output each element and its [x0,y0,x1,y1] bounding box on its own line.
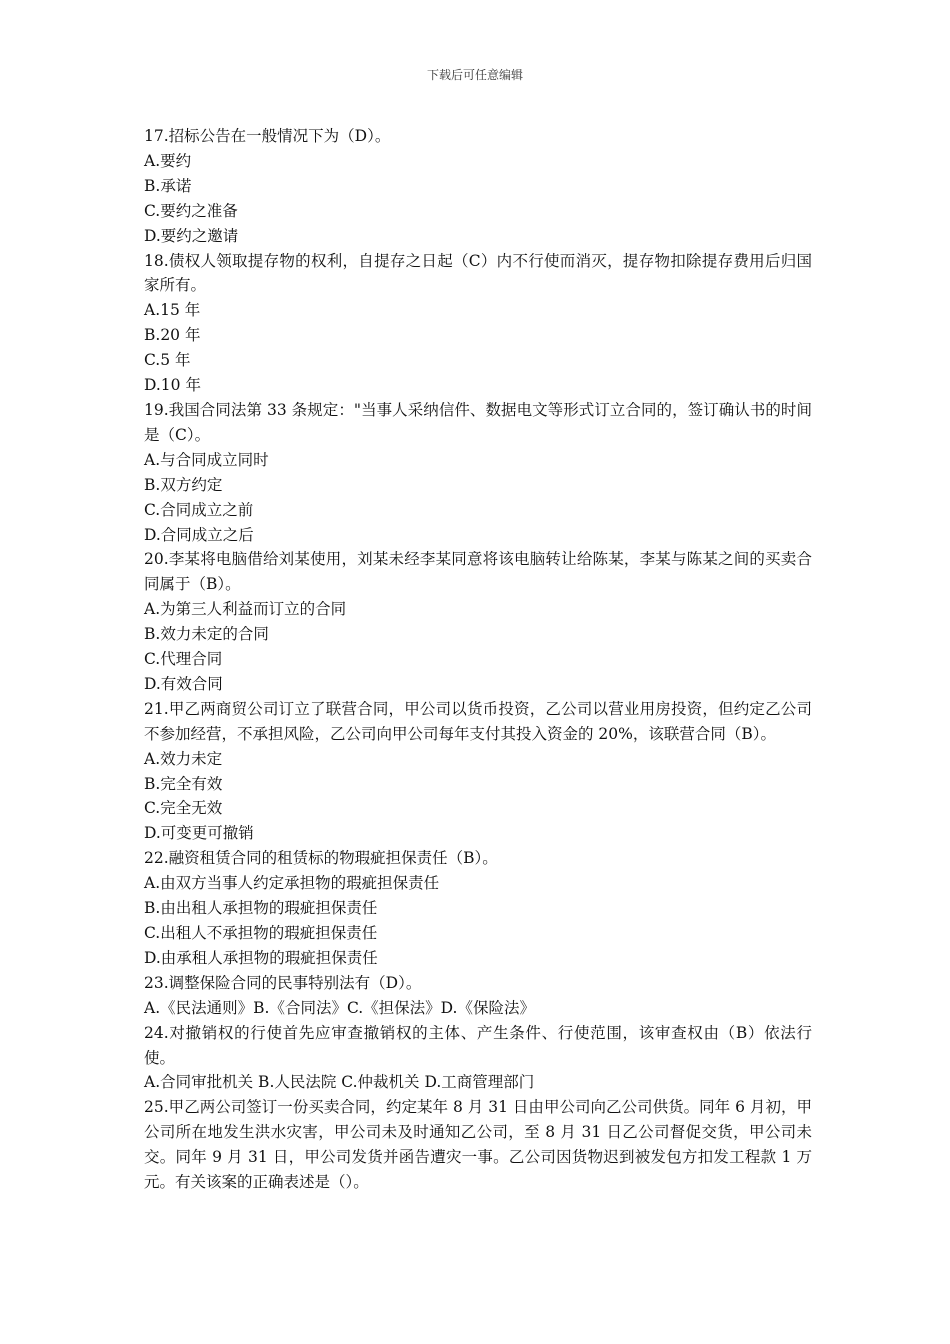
option-c: C.代理合同 [144,650,223,669]
option-b: B.由出租人承担物的瑕疵担保责任 [144,899,378,918]
option-d: D.有效合同 [144,674,223,693]
option-b: B.双方约定 [144,475,223,494]
option-d: D.要约之邀请 [144,226,239,245]
option-c: C.合同成立之前 [144,500,254,519]
option-a: A.为第三人利益而订立的合同 [144,600,347,619]
option-c: C.完全无效 [144,799,223,818]
question-23: 23.调整保险合同的民事特别法有（D）。 [144,973,422,992]
page-header-note: 下载后可任意编辑 [426,68,523,82]
question-24: 24.对撤销权的行使首先应审查撤销权的主体、产生条件、行使范围，该审查权由（B）依法行使。 [144,1023,812,1067]
option-a: A.要约 [144,151,192,170]
option-c: C.5 年 [144,351,191,370]
option-a: A.效力未定 [144,749,223,768]
question-22: 22.融资租赁合同的租赁标的物瑕疵担保责任（B）。 [144,849,498,868]
question-17: 17.招标公告在一般情况下为（D）。 [144,127,391,145]
option-b: B.完全有效 [144,774,223,793]
document-body [144,124,812,1195]
option-a: A.15 年 [144,301,201,320]
option-b: B.效力未定的合同 [144,625,269,644]
option-d: D.由承租人承担物的瑕疵担保责任 [144,948,378,967]
option-b: B.承诺 [144,176,192,195]
question-20: 20.李某将电脑借给刘某使用，刘某未经李某同意将该电脑转让给陈某，李某与陈某之间的买卖合同属于（B）。 [144,550,812,594]
question-25: 25.甲乙两公司签订一份买卖合同，约定某年 8 月 31 日由甲公司向乙公司供货。同年 6 月初，甲公司所在地发生洪水灾害，甲公司未及时通知乙公司，至 8 月 31 日乙公司督促交货，甲公司未交。同年 9 月 31 日，甲公司发货并函告遭灾一事。乙公司因货物迟到被发包方扣发工程款 1 万元。有关该案的正确表述是（）。 [144,1098,812,1192]
option-c: C.出租人不承担物的瑕疵担保责任 [144,924,378,942]
options-inline: A.合同审批机关 B.人民法院 C.仲裁机关 D.工商管理部门 [144,1073,535,1092]
question-18: 18.债权人领取提存物的权利，自提存之日起（C）内不行使而消灭，提存物扣除提存费用后归国家所有。 [144,251,812,295]
question-19: 19.我国合同法第 33 条规定："当事人采纳信件、数据电文等形式订立合同的，签订确认书的时间是（C）。 [144,400,812,444]
option-a: A.由双方当事人约定承担物的瑕疵担保责任 [144,874,440,893]
option-b: B.20 年 [144,326,201,345]
option-d: D.合同成立之后 [144,525,254,544]
option-c: C.要约之准备 [144,201,238,220]
option-a: A.与合同成立同时 [144,450,269,469]
question-21: 21.甲乙两商贸公司订立了联营合同，甲公司以货币投资，乙公司以营业用房投资，但约定乙公司不参加经营，不承担风险，乙公司向甲公司每年支付其投入资金的 20%，该联营合同（B）。 [144,699,812,743]
options-inline: A.《民法通则》B.《合同法》C.《担保法》D.《保险法》 [144,998,535,1017]
option-d: D.10 年 [144,376,201,395]
option-d: D.可变更可撤销 [144,824,254,843]
